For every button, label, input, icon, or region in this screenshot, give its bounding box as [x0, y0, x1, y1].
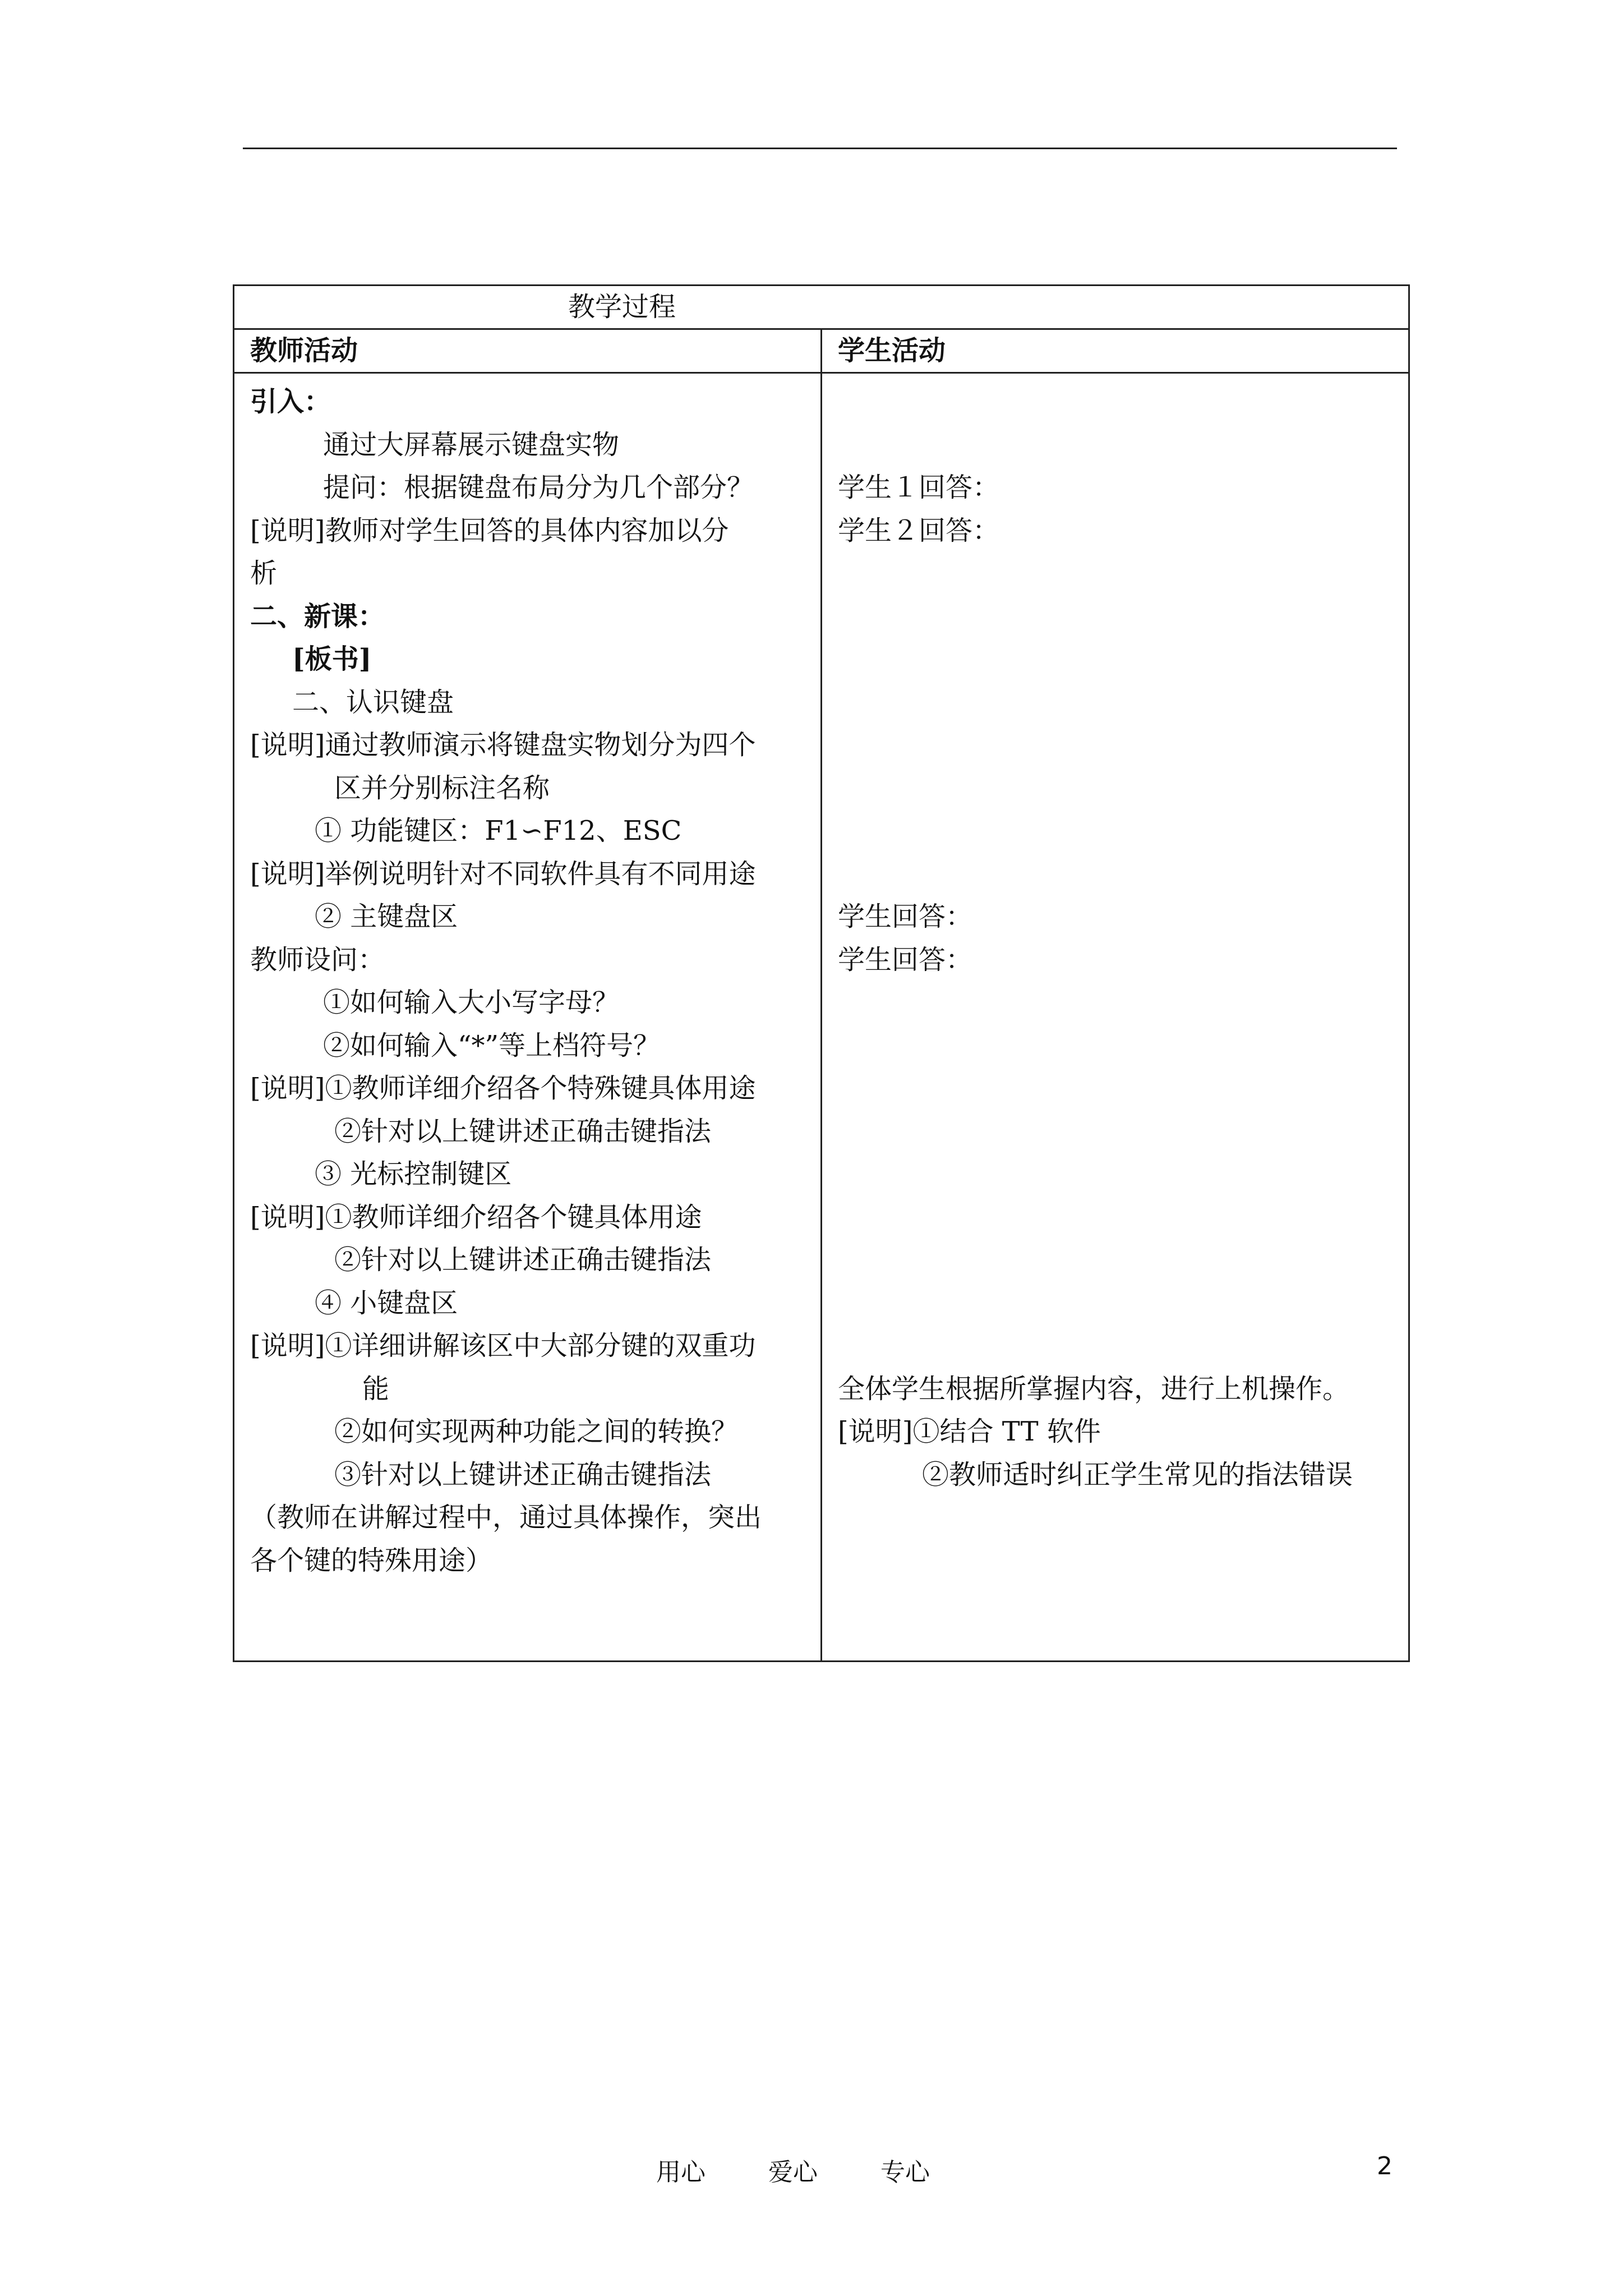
- teacher-activity-line: ①如何输入大小写字母？: [323, 987, 620, 1018]
- teacher-activity-line: 区并分别标注名称: [334, 772, 550, 804]
- lesson-process-table: [233, 284, 1410, 1662]
- teacher-activity-line: ②针对以上键讲述正确击键指法: [334, 1115, 712, 1147]
- footer-motto-1: 用心: [656, 2158, 706, 2187]
- student-activity-line: 学生２回答：: [838, 514, 1000, 546]
- student-activity-line: 学生１回答：: [838, 472, 1000, 503]
- student-activity-cell: [822, 373, 1409, 1662]
- teacher-activity-line: [说明]①教师详细介绍各个特殊键具体用途: [250, 1073, 756, 1104]
- teacher-activity-line: ④ 小键盘区: [315, 1287, 458, 1319]
- student-activity-line: [838, 1239, 1408, 1282]
- table-title: 教学过程: [568, 291, 676, 323]
- header-rule: [243, 148, 1397, 149]
- teacher-activity-line: ②如何实现两种功能之间的转换？: [334, 1416, 739, 1447]
- teacher-activity-line: 二、认识键盘: [292, 686, 454, 718]
- student-activity-line: [838, 552, 1408, 595]
- student-header-cell: [822, 329, 1409, 373]
- student-activity-line: [838, 1153, 1408, 1196]
- footer-motto-3: 专心: [880, 2158, 930, 2187]
- student-activity-line: [838, 1324, 1408, 1368]
- student-activity-line: [838, 1196, 1408, 1239]
- student-activity-line: [838, 424, 1408, 467]
- student-activity-line: [838, 724, 1408, 767]
- teacher-activity-line: [说明]举例说明针对不同软件具有不同用途: [250, 858, 756, 890]
- teacher-activity-line: ③ 光标控制键区: [315, 1158, 512, 1190]
- student-activity-content: [822, 374, 1408, 1496]
- teacher-activity-line: ① 功能键区：F1∽F12、ESC: [315, 815, 682, 846]
- student-activity-line: 学生回答：: [838, 901, 973, 932]
- teacher-activity-line: ② 主键盘区: [315, 901, 458, 932]
- student-activity-line: [838, 681, 1408, 724]
- teacher-activity-line: 提问：根据键盘布局分为几个部分？: [323, 472, 754, 503]
- student-activity-line: [838, 1067, 1408, 1110]
- student-activity-line: [838, 1282, 1408, 1325]
- teacher-activity-cell: [234, 373, 822, 1662]
- teacher-activity-line: [板书]: [292, 643, 372, 675]
- student-activity-line: 学生回答：: [838, 944, 973, 976]
- teacher-activity-line: 能: [362, 1373, 390, 1405]
- student-activity-line: [838, 1024, 1408, 1068]
- teacher-activity-line: [说明]①详细讲解该区中大部分键的双重功: [250, 1330, 756, 1361]
- teacher-activity-line: [说明]教师对学生回答的具体内容加以分: [250, 514, 729, 546]
- student-activity-line: [838, 595, 1408, 638]
- student-activity-line: [838, 809, 1408, 853]
- teacher-activity-line: 析: [250, 558, 278, 589]
- teacher-activity-line: ②如何输入“*”等上档符号？: [323, 1029, 661, 1061]
- page-footer: [0, 2152, 1623, 2185]
- student-activity-line: 全体学生根据所掌握内容，进行上机操作。: [838, 1373, 1350, 1405]
- table-title-cell: [234, 286, 1409, 329]
- teacher-activity-line: 教师设问：: [250, 944, 385, 976]
- student-activity-header: 学生活动: [838, 335, 946, 366]
- page-number: 2: [1377, 2152, 1393, 2180]
- student-activity-line: [说明]①结合 TT 软件: [838, 1416, 1101, 1447]
- student-activity-line: [838, 638, 1408, 681]
- table-title-row: [234, 286, 1409, 329]
- teacher-activity-line: 通过大屏幕展示键盘实物: [323, 429, 620, 461]
- table-header-row: [234, 329, 1409, 373]
- teacher-activity-line: ③针对以上键讲述正确击键指法: [334, 1458, 712, 1490]
- teacher-header-cell: [234, 329, 822, 373]
- teacher-activity-line: [说明]通过教师演示将键盘实物划分为四个: [250, 729, 756, 761]
- teacher-activity-line: [说明]①教师详细介绍各个键具体用途: [250, 1201, 702, 1233]
- teacher-activity-line: 各个键的特殊用途）: [250, 1544, 493, 1576]
- student-activity-line: [838, 767, 1408, 810]
- teacher-activity-line: 二、新课：: [250, 600, 385, 632]
- teacher-activity-content: [234, 374, 820, 1582]
- footer-motto-2: 爱心: [768, 2158, 818, 2187]
- student-activity-line: ②教师适时纠正学生常见的指法错误: [922, 1458, 1353, 1490]
- student-activity-line: [838, 1110, 1408, 1153]
- student-activity-line: [838, 853, 1408, 896]
- student-activity-line: [838, 380, 1408, 424]
- teacher-activity-line: （教师在讲解过程中，通过具体操作，突出: [250, 1502, 762, 1533]
- student-activity-line: [838, 981, 1408, 1024]
- teacher-activity-line: 引入：: [250, 386, 331, 417]
- table-body-row: [234, 373, 1409, 1662]
- teacher-activity-header: 教师活动: [250, 335, 358, 366]
- teacher-activity-line: ②针对以上键讲述正确击键指法: [334, 1244, 712, 1276]
